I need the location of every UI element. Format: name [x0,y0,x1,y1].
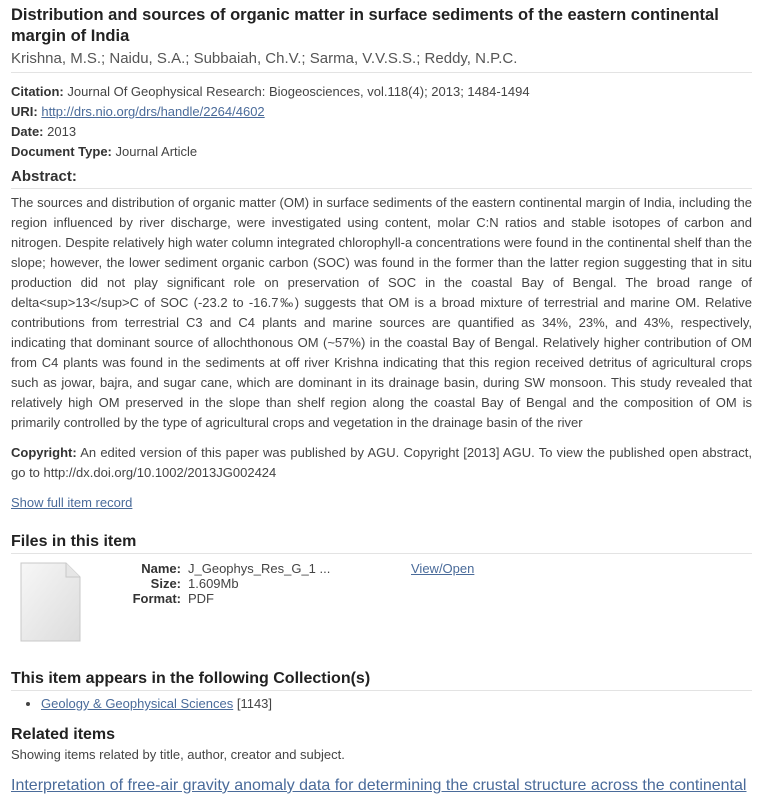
file-name-row [128,561,330,576]
file-format-row [128,591,330,606]
citation-value: Journal Of Geophysical Research: Biogeosciences, vol.118(4); 2013; 1484-1494 [67,84,530,99]
file-size-label: Size: [150,576,181,591]
related-subheading: Showing items related by title, author, creator and subject. [11,747,345,762]
collection-count: [1143] [236,696,273,711]
collection-link[interactable]: Geology & Geophysical Sciences [41,696,234,711]
citation-row [11,82,752,102]
abstract-text: The sources and distribution of organic matter (OM) in surface sediments of the eastern continental margin of India, including the region influenced by river discharge, were investigated using content, molar C:N ratios and stable isotopes of carbon and nitrogen. Despite relatively high water column integrated chlorophyll-a concentrations were found in the continental shelf than the slope; however, the lower sediment organic carbon (SOC) was found in the former than the latter region suggesting that in situ production did not play significant role on preservation of SOC in the coastal Bay of Bengal. The broad range of delta<sup>13</sup>C of SOC (-23.2 to -16.7‰) suggests that OM is a broad mixture of terrestrial and marine OM. Relative contributions from terrestrial C3 and C4 plants and marine sources are quantified as 34%, 23%, and 43%, respectively, indicating that dominant source of allochthonous OM (~57%) in the coastal Bay of Bengal. Relatively higher contribution of OM from C4 plants was found in the sediments at off river Krishna indicating that this region received detritus of agricultural crops such as jowar, bajra, and sugar cane, which are dominant in its drainage basin, during SW monsoon. This study revealed that relatively high OM preserved in the slope than shelf region along the coastal Bay of Bengal and the composition of OM is primarily controlled by the type of agricultural crops and vegetation in the drainage basin of the river [11,195,752,430]
file-format-value: PDF [188,591,214,606]
file-entry [11,554,752,654]
files-heading: Files in this item [11,532,752,554]
item-metadata [11,82,752,162]
page-title: Distribution and sources of organic matter in surface sediments of the eastern continental margin of India [11,6,719,45]
file-size-value: 1.609Mb [188,576,239,591]
file-size-row [128,576,330,591]
doctype-value: Journal Article [115,144,198,159]
file-name-label: Name: [141,561,181,576]
file-metadata [128,561,330,606]
doctype-row [11,142,752,162]
file-icon[interactable] [20,562,81,642]
copyright-text: An edited version of this paper was published by AGU. Copyright [2013] AGU. To view the published open abstract, go to http://dx.doi.org/10.1002/2013JG002424 [11,445,752,480]
date-row [11,122,752,142]
abstract-heading: Abstract: [11,167,752,189]
copyright-label: Copyright: [11,445,77,460]
related-item [11,776,752,796]
list-item [41,695,752,713]
collections-list [11,695,752,713]
collections-heading: This item appears in the following Collection(s) [11,669,752,691]
file-name-value: J_Geophys_Res_G_1 ... [188,561,331,576]
uri-label: URI: [11,104,38,119]
show-full-record-link[interactable]: Show full item record [11,495,133,510]
date-value: 2013 [47,124,77,139]
doctype-label: Document Type: [11,144,112,159]
copyright-row [11,443,752,483]
uri-link[interactable]: http://drs.nio.org/drs/handle/2264/4602 [41,104,265,119]
related-heading: Related items [11,726,116,743]
date-label: Date: [11,124,44,139]
related-item-link[interactable]: Interpretation of free-air gravity anomaly data for determining the crustal structure across the continental [11,777,747,794]
file-format-label: Format: [132,591,181,606]
view-open-link[interactable]: View/Open [411,561,475,576]
uri-row [11,102,752,122]
citation-label: Citation: [11,84,64,99]
item-authors: Krishna, M.S.; Naidu, S.A.; Subbaiah, Ch.V.; Sarma, V.V.S.S.; Reddy, N.P.C. [11,50,752,73]
